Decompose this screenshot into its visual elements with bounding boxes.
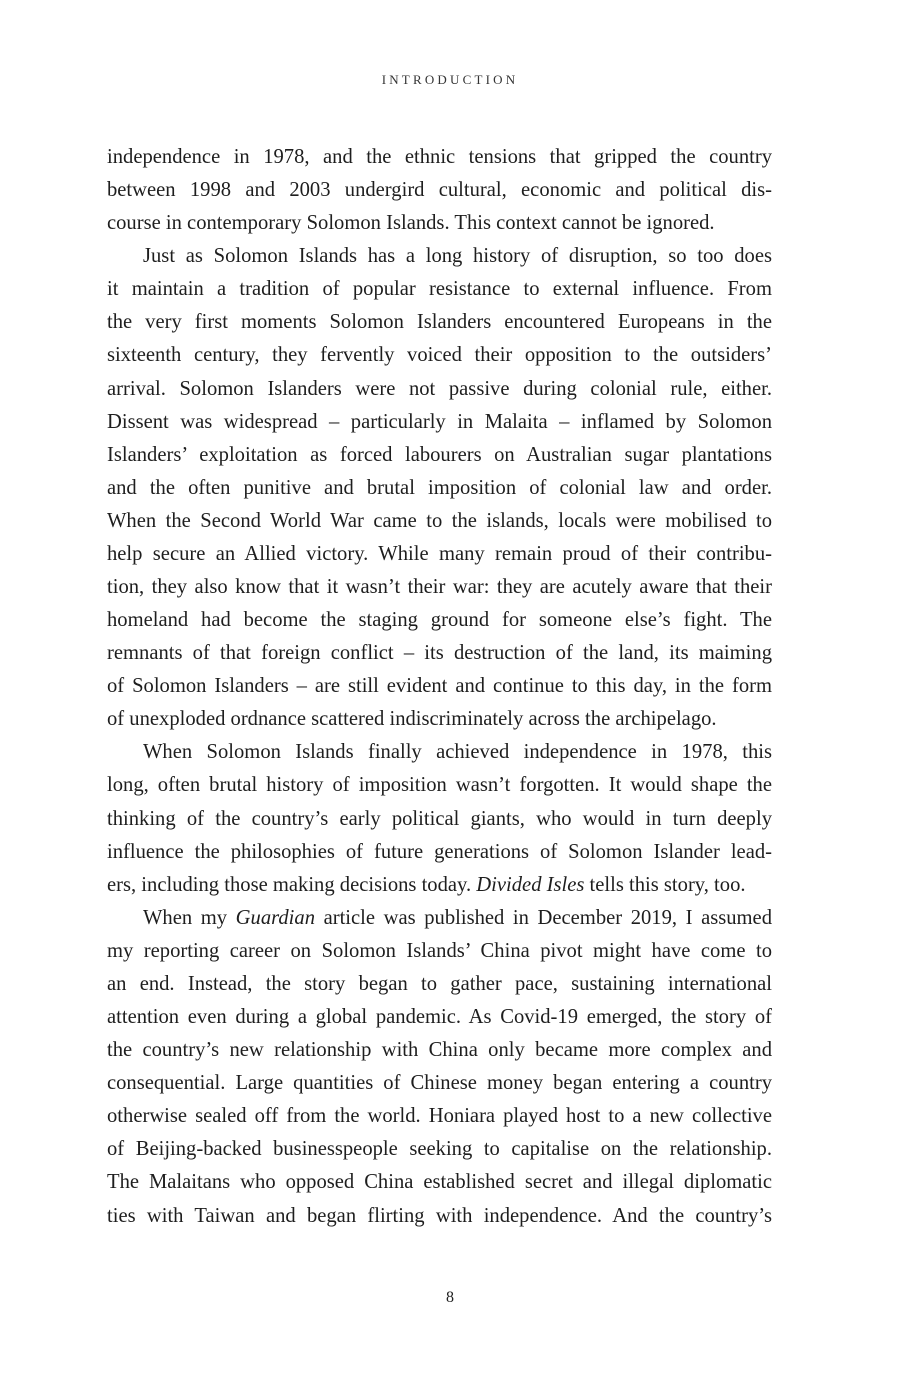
text-line: When Solomon Islands finally achieved independence in 1978, this xyxy=(143,741,772,764)
text-line: Dissent was widespread – particularly in Malaita – inflamed by Solomon xyxy=(107,410,772,433)
paragraph xyxy=(107,736,772,901)
publication-name: Guardian xyxy=(235,906,315,929)
text-line: remnants of that foreign conflict – its destruction of the land, its maiming xyxy=(107,642,772,665)
paragraph xyxy=(107,240,772,736)
text-line: thinking of the country’s early political giants, who would in turn deeply xyxy=(107,807,772,830)
text-line: homeland had become the staging ground for someone else’s fight. The xyxy=(107,609,772,632)
text-line: the country’s new relationship with China only became more complex and xyxy=(107,1039,772,1062)
text-line: help secure an Allied victory. While many remain proud of their contribu- xyxy=(107,542,772,565)
text-line: of Solomon Islanders – are still evident and continue to this day, in the form xyxy=(107,675,772,698)
text-run: ers, including those making decisions today. xyxy=(107,873,477,896)
text-line: my reporting career on Solomon Islands’ China pivot might have come to xyxy=(107,939,772,962)
text-line: Just as Solomon Islands has a long history of disruption, so too does xyxy=(143,245,772,268)
paragraph xyxy=(107,902,772,1233)
text-line: long, often brutal history of imposition wasn’t forgotten. It would shape the xyxy=(107,774,772,797)
text-line: attention even during a global pandemic. As Covid-19 emerged, the story of xyxy=(107,1006,772,1029)
running-head: INTRODUCTION xyxy=(381,72,519,87)
text-line: arrival. Solomon Islanders were not passive during colonial rule, either. xyxy=(107,377,772,400)
text-line xyxy=(107,902,772,935)
text-line: Islanders’ exploitation as forced labourers on Australian sugar plantations xyxy=(107,443,772,466)
page-number: 8 xyxy=(446,1289,454,1306)
text-line: course in contemporary Solomon Islands. This context cannot be ignored. xyxy=(107,212,715,235)
text-run: tells this story, too. xyxy=(584,873,746,896)
body-text xyxy=(107,141,772,1233)
text-line: The Malaitans who opposed China established secret and illegal diplomatic xyxy=(107,1171,772,1194)
text-line: independence in 1978, and the ethnic tensions that gripped the country xyxy=(107,146,772,168)
text-line: ties with Taiwan and began flirting with independence. And the country’s xyxy=(107,1204,772,1227)
text-run: article was published in December 2019, I assumed xyxy=(315,906,772,929)
text-line xyxy=(107,869,772,902)
text-line: of unexploded ordnance scattered indiscriminately across the archipelago. xyxy=(107,708,717,731)
text-line: tion, they also know that it wasn’t their war: they are acutely aware that their xyxy=(107,576,772,599)
book-title: Divided Isles xyxy=(476,873,585,896)
text-line: the very first moments Solomon Islanders encountered Europeans in the xyxy=(107,311,772,334)
text-line: When the Second World War came to the islands, locals were mobilised to xyxy=(107,509,772,532)
text-line: otherwise sealed off from the world. Honiara played host to a new collective xyxy=(107,1105,772,1128)
text-line: it maintain a tradition of popular resistance to external influence. From xyxy=(107,278,772,301)
paragraph xyxy=(107,141,772,240)
text-line: sixteenth century, they fervently voiced their opposition to the outsiders’ xyxy=(107,344,772,367)
text-line: between 1998 and 2003 undergird cultural, economic and political dis- xyxy=(107,179,772,202)
text-run: When my xyxy=(143,906,236,929)
text-line: influence the philosophies of future generations of Solomon Islander lead- xyxy=(107,840,772,863)
text-line: and the often punitive and brutal imposition of colonial law and order. xyxy=(107,476,772,499)
text-line: an end. Instead, the story began to gather pace, sustaining international xyxy=(107,972,772,995)
text-line: of Beijing-backed businesspeople seeking to capitalise on the relationship. xyxy=(107,1138,772,1161)
text-line: consequential. Large quantities of Chinese money began entering a country xyxy=(107,1072,772,1095)
